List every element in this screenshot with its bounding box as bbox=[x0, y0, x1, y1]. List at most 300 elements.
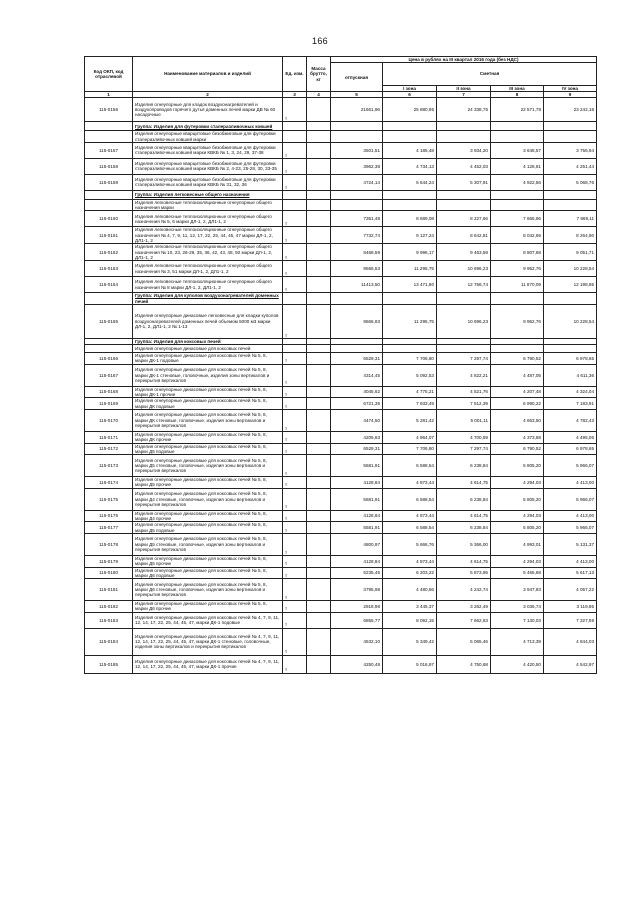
item-price-zone-4: 10 228,54 bbox=[544, 261, 597, 277]
item-unit: т bbox=[283, 211, 307, 227]
item-price-zone-2: 6 238,84 bbox=[437, 522, 491, 534]
item-code: 115-0166 bbox=[85, 353, 133, 365]
table-row bbox=[85, 522, 597, 534]
item-price-zone-1: 11 295,75 bbox=[383, 261, 437, 277]
item-code: 115-0168 bbox=[85, 386, 133, 398]
item-name: Изделия огнеупорные динасовые для коксовых печей № 4, 7, 9, 11, 12, 14, 17, 22, 25, 44, 45, 47, марки ДК-1 прочие bbox=[133, 655, 283, 673]
group-empty-cell bbox=[283, 293, 307, 305]
item-mass bbox=[307, 304, 331, 338]
item-code: 115-0163 bbox=[85, 261, 133, 277]
item-wholesale-price: 3962,38 bbox=[331, 158, 383, 174]
item-name: Изделия легковесные теплоизоляционные огнеупорные общего назначения марки bbox=[133, 199, 283, 211]
item-unit bbox=[283, 345, 307, 353]
item-name: Изделия огнеупорные динасовые для коксовых печей № 5, 8, марки ДК-1 стеновые, головочные, изделия зоны вертикалов и перекрытия вертикалов bbox=[133, 364, 283, 386]
item-name: Изделия огнеупорные динасовые для коксовых печей № 5, 8, марки Д5 подовые bbox=[133, 522, 283, 534]
item-name: Изделия огнеупорные динасовые для коксовых печей № 5, 8, марки Д5 стеновые, головочные, изделия зоны вертикалов и перекрытия вертикалов bbox=[133, 455, 283, 477]
group-empty-cell bbox=[331, 190, 383, 199]
header-wholesale: отпускная bbox=[331, 63, 383, 92]
item-name: Изделия огнеупорные динасовые для коксовых печей № 5, 8, марки Д6 подовые bbox=[133, 567, 283, 579]
item-price-zone-2 bbox=[437, 131, 491, 143]
item-name: Изделия огнеупорные динасовые для коксовых печей № 5, 8, марки Д6 стеновые, головочные, изделия зоны вертикалов и перекрытия вертикалов bbox=[133, 579, 283, 601]
item-mass bbox=[307, 98, 331, 122]
item-wholesale-price: 6855,77 bbox=[331, 612, 383, 628]
item-code bbox=[85, 199, 133, 211]
item-price-zone-1: 5 666,76 bbox=[383, 533, 437, 555]
group-empty-cell bbox=[437, 190, 491, 199]
item-wholesale-price: 4128,84 bbox=[331, 510, 383, 522]
item-code: 115-0182 bbox=[85, 601, 133, 613]
item-price-zone-4: 5 068,76 bbox=[544, 174, 597, 190]
item-unit: т bbox=[283, 443, 307, 455]
item-price-zone-3: 7 130,03 bbox=[491, 612, 544, 628]
table-row bbox=[85, 199, 597, 211]
item-price-zone-2: 4 614,75 bbox=[437, 555, 491, 567]
item-mass bbox=[307, 533, 331, 555]
item-price-zone-4: 5 131,37 bbox=[544, 533, 597, 555]
item-price-zone-4: 7 869,11 bbox=[544, 211, 597, 227]
item-price-zone-3 bbox=[491, 199, 544, 211]
table-row bbox=[85, 131, 597, 143]
item-price-zone-4: 4 251,44 bbox=[544, 158, 597, 174]
header-name: Наименование материалов и изделий bbox=[133, 57, 283, 92]
item-price-zone-4: 4 413,00 bbox=[544, 477, 597, 489]
table-row bbox=[85, 655, 597, 673]
item-mass bbox=[307, 431, 331, 443]
column-number: 6 bbox=[383, 92, 437, 98]
item-price-zone-1: 5 016,97 bbox=[383, 655, 437, 673]
item-code: 115-0156 bbox=[85, 98, 133, 122]
item-price-zone-1: 4 734,13 bbox=[383, 158, 437, 174]
item-wholesale-price: 8468,59 bbox=[331, 244, 383, 261]
item-unit: т bbox=[283, 353, 307, 365]
group-row bbox=[85, 293, 597, 305]
header-zone-3: III зона bbox=[491, 85, 544, 91]
item-mass bbox=[307, 628, 331, 655]
item-price-zone-3: 4 713,39 bbox=[491, 628, 544, 655]
group-empty-cell bbox=[283, 190, 307, 199]
item-wholesale-price: 5581,91 bbox=[331, 455, 383, 477]
item-unit: т bbox=[283, 142, 307, 158]
item-mass bbox=[307, 455, 331, 477]
item-price-zone-1: 6 203,22 bbox=[383, 567, 437, 579]
item-mass bbox=[307, 364, 331, 386]
item-price-zone-3: 5 805,20 bbox=[491, 522, 544, 534]
column-number: 5 bbox=[331, 92, 383, 98]
table-row bbox=[85, 304, 597, 338]
item-name: Изделия легковесные теплоизоляционные огнеупорные общего назначения № 10, 23, 26-29, 35, 36, 42, 43, 48, 50 марки ДЛ-1, 2, ДЛ1-1, 2 bbox=[133, 244, 283, 261]
item-mass bbox=[307, 386, 331, 398]
header-zone-2: II зона bbox=[437, 85, 491, 91]
page-number: 166 bbox=[312, 36, 328, 46]
column-number: 4 bbox=[307, 92, 331, 98]
item-price-zone-2: 6 238,84 bbox=[437, 455, 491, 477]
item-name: Изделия огнеупорные динасовые для коксовых печей № 5, 8, марки Д5 стеновые, головочные, изделия зоны вертикалов и перекрытия вертикалов bbox=[133, 533, 283, 555]
group-name-cell: Группа: Изделия легковесные общего назначения bbox=[133, 190, 283, 199]
item-price-zone-4: 8 264,90 bbox=[544, 227, 597, 244]
item-wholesale-price: 6529,31 bbox=[331, 443, 383, 455]
item-name: Изделия легковесные теплоизоляционные огнеупорные общего назначения № 5, 6 марки ДЛ-1, 2, ДЛ1-1, 2 bbox=[133, 211, 283, 227]
column-number: 3 bbox=[283, 92, 307, 98]
item-price-zone-2: 4 700,59 bbox=[437, 431, 491, 443]
item-price-zone-1: 7 706,80 bbox=[383, 443, 437, 455]
item-name: Изделия огнеупорные динасовые для коксовых печей № 5, 8, марки Д5 прочие bbox=[133, 555, 283, 567]
item-price-zone-1 bbox=[383, 345, 437, 353]
item-price-zone-1: 4 964,07 bbox=[383, 431, 437, 443]
item-unit: т bbox=[283, 555, 307, 567]
table-row bbox=[85, 142, 597, 158]
item-price-zone-2: 8 642,81 bbox=[437, 227, 491, 244]
item-name: Изделия огнеупорные кварцитовые безобжиговые для футеровки сталеразливочных ковшей марки bbox=[133, 131, 283, 143]
item-code: 115-0180 bbox=[85, 567, 133, 579]
group-empty-cell bbox=[491, 293, 544, 305]
group-code-cell bbox=[85, 122, 133, 131]
item-price-zone-1: 13 471,80 bbox=[383, 277, 437, 293]
table-row bbox=[85, 510, 597, 522]
item-name: Изделия огнеупорные динасовые для коксовых печей № 5, 8, марки Д4 стеновые, головочные, изделия зоны вертикалов и перекрытия вертикалов bbox=[133, 488, 283, 510]
item-mass bbox=[307, 277, 331, 293]
item-price-zone-3 bbox=[491, 345, 544, 353]
item-code: 115-0179 bbox=[85, 555, 133, 567]
item-code: 115-0161 bbox=[85, 227, 133, 244]
item-unit: т bbox=[283, 277, 307, 293]
item-wholesale-price: 11413,50 bbox=[331, 277, 383, 293]
item-wholesale-price: 6529,31 bbox=[331, 353, 383, 365]
item-mass bbox=[307, 199, 331, 211]
item-unit: т bbox=[283, 386, 307, 398]
item-name: Изделия огнеупорные кварцитовые безобжиговые для футеровки сталеразливочных ковшей марки КВКБ № 31, 32, 36 bbox=[133, 174, 283, 190]
item-price-zone-3: 6 990,22 bbox=[491, 398, 544, 410]
item-code: 115-0167 bbox=[85, 364, 133, 386]
item-price-zone-2: 5 001,11 bbox=[437, 409, 491, 431]
item-price-zone-4: 4 495,06 bbox=[544, 431, 597, 443]
table-row bbox=[85, 345, 597, 353]
item-price-zone-4: 4 413,00 bbox=[544, 555, 597, 567]
item-mass bbox=[307, 409, 331, 431]
header-mass: Масса брутто, кг bbox=[307, 57, 331, 92]
item-unit: т bbox=[283, 579, 307, 601]
item-price-zone-2: 24 338,75 bbox=[437, 98, 491, 122]
item-price-zone-3: 11 870,09 bbox=[491, 277, 544, 293]
item-price-zone-4: 3 119,85 bbox=[544, 601, 597, 613]
item-wholesale-price: 21661,96 bbox=[331, 98, 383, 122]
item-unit: т bbox=[283, 158, 307, 174]
item-code: 115-0165 bbox=[85, 304, 133, 338]
item-price-zone-4: 9 051,71 bbox=[544, 244, 597, 261]
item-code: 115-0176 bbox=[85, 510, 133, 522]
item-name: Изделия огнеупорные динасовые для коксовых печей № 5, 8, марки Д4 прочие bbox=[133, 510, 283, 522]
header-zone-1: I зона bbox=[383, 85, 437, 91]
table-row bbox=[85, 158, 597, 174]
group-row bbox=[85, 122, 597, 131]
item-code: 115-0158 bbox=[85, 158, 133, 174]
item-name: Изделия огнеупорные динасовые для коксовых печей № 5, 8, марки ДК-1 подовые bbox=[133, 353, 283, 365]
item-price-zone-2: 5 366,00 bbox=[437, 533, 491, 555]
item-mass bbox=[307, 398, 331, 410]
item-price-zone-2: 9 463,59 bbox=[437, 244, 491, 261]
item-wholesale-price: 2918,98 bbox=[331, 601, 383, 613]
item-wholesale-price: 4128,84 bbox=[331, 555, 383, 567]
item-code: 115-0162 bbox=[85, 244, 133, 261]
item-code: 115-0171 bbox=[85, 431, 133, 443]
item-price-zone-3: 4 373,88 bbox=[491, 431, 544, 443]
item-unit: т bbox=[283, 477, 307, 489]
item-code: 115-0173 bbox=[85, 455, 133, 477]
table-row bbox=[85, 555, 597, 567]
item-price-zone-1: 4 873,44 bbox=[383, 555, 437, 567]
header-price-group: Цена в рублях на III квартал 2016 года (без НДС) bbox=[331, 57, 597, 63]
item-price-zone-1: 4 873,44 bbox=[383, 510, 437, 522]
header-estimate: Сметная bbox=[383, 63, 597, 85]
item-name: Изделия огнеупорные динасовые легковесные для кладки куполов воздухонагревателей доменных печей объемом 5000 м3 марки ДЛ-1, 2, ДЛ1-1, 2 № 1-13 bbox=[133, 304, 283, 338]
item-mass bbox=[307, 353, 331, 365]
item-price-zone-3: 9 952,76 bbox=[491, 261, 544, 277]
item-price-zone-4: 4 057,22 bbox=[544, 579, 597, 601]
group-row bbox=[85, 190, 597, 199]
group-empty-cell bbox=[544, 122, 597, 131]
item-unit: т bbox=[283, 244, 307, 261]
table-row bbox=[85, 612, 597, 628]
item-price-zone-4: 4 611,36 bbox=[544, 364, 597, 386]
item-name: Изделия огнеупорные динасовые для коксовых печей № 4, 7, 9, 11, 12, 14, 17, 22, 25, 44, 45, 47, марки ДК-1 подовые bbox=[133, 612, 283, 628]
item-price-zone-2: 4 614,75 bbox=[437, 477, 491, 489]
price-table bbox=[84, 56, 597, 674]
item-price-zone-1: 4 185,48 bbox=[383, 142, 437, 158]
item-mass bbox=[307, 443, 331, 455]
item-price-zone-3: 4 420,50 bbox=[491, 655, 544, 673]
item-price-zone-3: 4 653,50 bbox=[491, 409, 544, 431]
table-row bbox=[85, 98, 597, 122]
table-row bbox=[85, 567, 597, 579]
group-empty-cell bbox=[437, 122, 491, 131]
group-name-cell: Группа: Изделия для коксовых печей bbox=[133, 338, 283, 344]
item-price-zone-4: 5 617,13 bbox=[544, 567, 597, 579]
item-price-zone-4 bbox=[544, 131, 597, 143]
item-mass bbox=[307, 567, 331, 579]
item-price-zone-4: 5 966,07 bbox=[544, 522, 597, 534]
item-price-zone-2: 7 512,39 bbox=[437, 398, 491, 410]
column-number: 1 bbox=[85, 92, 133, 98]
item-unit: т bbox=[283, 567, 307, 579]
item-code: 115-0157 bbox=[85, 142, 133, 158]
item-price-zone-3: 7 665,96 bbox=[491, 211, 544, 227]
item-price-zone-1: 11 295,75 bbox=[383, 304, 437, 338]
group-empty-cell bbox=[383, 122, 437, 131]
item-wholesale-price: 4314,45 bbox=[331, 364, 383, 386]
item-name: Изделия огнеупорные динасовые для коксовых печей № 5, 8, марки ДК-1 прочие bbox=[133, 386, 283, 398]
item-mass bbox=[307, 211, 331, 227]
item-code: 115-0174 bbox=[85, 477, 133, 489]
item-price-zone-2 bbox=[437, 199, 491, 211]
table-row bbox=[85, 174, 597, 190]
item-price-zone-4: 12 198,95 bbox=[544, 277, 597, 293]
group-name-cell: Группа: Изделия для куполов воздухонагревателей доменных печей bbox=[133, 293, 283, 305]
item-price-zone-2: 10 696,23 bbox=[437, 304, 491, 338]
item-price-zone-1: 3 445,37 bbox=[383, 601, 437, 613]
item-name: Изделия огнеупорные динасовые для коксовых печей bbox=[133, 345, 283, 353]
group-code-cell bbox=[85, 190, 133, 199]
item-mass bbox=[307, 579, 331, 601]
item-name: Изделия огнеупорные динасовые для коксовых печей № 5, 8, марки Д6 прочие bbox=[133, 601, 283, 613]
item-code: 115-0183 bbox=[85, 612, 133, 628]
item-mass bbox=[307, 522, 331, 534]
item-wholesale-price: 5581,91 bbox=[331, 488, 383, 510]
group-empty-cell bbox=[331, 293, 383, 305]
item-code: 115-0169 bbox=[85, 398, 133, 410]
group-empty-cell bbox=[383, 190, 437, 199]
item-unit: т bbox=[283, 628, 307, 655]
item-code: 115-0185 bbox=[85, 655, 133, 673]
item-mass bbox=[307, 244, 331, 261]
item-price-zone-3: 6 790,52 bbox=[491, 353, 544, 365]
item-price-zone-4: 10 228,54 bbox=[544, 304, 597, 338]
item-code: 115-0159 bbox=[85, 174, 133, 190]
item-unit: т bbox=[283, 510, 307, 522]
item-wholesale-price: 3795,98 bbox=[331, 579, 383, 601]
column-number: 7 bbox=[437, 92, 491, 98]
group-empty-cell bbox=[437, 293, 491, 305]
item-mass bbox=[307, 174, 331, 190]
item-name: Изделия огнеупорные динасовые для коксовых печей № 4, 7, 9, 11, 12, 14, 17, 22, 25, 44, 45, 47, марки ДК-1 стеновые, головочные, изделия зоны вертикалов и перекрытия вертикалов bbox=[133, 628, 283, 655]
item-price-zone-4: 6 978,65 bbox=[544, 353, 597, 365]
table-row bbox=[85, 227, 597, 244]
item-price-zone-4: 4 782,43 bbox=[544, 409, 597, 431]
item-name: Изделия огнеупорные кварцитовые безобжиговые для футеровки сталеразливочных ковшей марки КВКБ № 2, 4-23, 25-28, 30, 33-35 bbox=[133, 158, 283, 174]
item-unit: т bbox=[283, 488, 307, 510]
header-zone-4: IV зона bbox=[544, 85, 597, 91]
item-price-zone-3: 3 035,74 bbox=[491, 601, 544, 613]
item-wholesale-price: 4474,50 bbox=[331, 409, 383, 431]
group-empty-cell bbox=[307, 190, 331, 199]
item-price-zone-3: 4 922,56 bbox=[491, 174, 544, 190]
item-price-zone-4: 5 966,07 bbox=[544, 488, 597, 510]
item-name: Изделия огнеупорные динасовые для коксовых печей № 5, 8, марки ДК подовые bbox=[133, 398, 283, 410]
column-number: 9 bbox=[544, 92, 597, 98]
item-unit: т bbox=[283, 227, 307, 244]
item-price-zone-2: 4 521,76 bbox=[437, 386, 491, 398]
table-row bbox=[85, 386, 597, 398]
item-price-zone-1: 7 933,49 bbox=[383, 398, 437, 410]
item-price-zone-2: 3 262,49 bbox=[437, 601, 491, 613]
table-row bbox=[85, 353, 597, 365]
item-code: 115-0164 bbox=[85, 277, 133, 293]
header-unit: Ед. изм. bbox=[283, 57, 307, 92]
item-price-zone-3: 4 294,03 bbox=[491, 555, 544, 567]
item-price-zone-2: 5 873,95 bbox=[437, 567, 491, 579]
item-price-zone-3: 8 807,68 bbox=[491, 244, 544, 261]
item-price-zone-3: 8 042,69 bbox=[491, 227, 544, 244]
table-row bbox=[85, 455, 597, 477]
item-mass bbox=[307, 555, 331, 567]
item-price-zone-1: 25 880,95 bbox=[383, 98, 437, 122]
item-price-zone-3: 5 805,20 bbox=[491, 455, 544, 477]
item-price-zone-2: 4 242,74 bbox=[437, 579, 491, 601]
item-wholesale-price: 7361,48 bbox=[331, 211, 383, 227]
item-mass bbox=[307, 261, 331, 277]
item-wholesale-price: 7732,74 bbox=[331, 227, 383, 244]
table-row bbox=[85, 628, 597, 655]
item-wholesale-price bbox=[331, 131, 383, 143]
item-price-zone-4: 7 327,59 bbox=[544, 612, 597, 628]
item-price-zone-3: 4 294,03 bbox=[491, 510, 544, 522]
item-name: Изделия легковесные теплоизоляционные огнеупорные общего назначения № 3, 51 марки ДЛ-1, 2, ДЛ1-1, 2 bbox=[133, 261, 283, 277]
item-wholesale-price: 4205,63 bbox=[331, 431, 383, 443]
item-wholesale-price: 3501,51 bbox=[331, 142, 383, 158]
item-mass bbox=[307, 488, 331, 510]
item-price-zone-1: 8 689,08 bbox=[383, 211, 437, 227]
table-row bbox=[85, 533, 597, 555]
item-mass bbox=[307, 601, 331, 613]
item-price-zone-4: 7 183,91 bbox=[544, 398, 597, 410]
item-unit: т bbox=[283, 601, 307, 613]
item-price-zone-4 bbox=[544, 345, 597, 353]
item-price-zone-3: 3 947,83 bbox=[491, 579, 544, 601]
item-wholesale-price: 4724,14 bbox=[331, 174, 383, 190]
item-price-zone-3: 4 207,48 bbox=[491, 386, 544, 398]
item-code: 115-0160 bbox=[85, 211, 133, 227]
group-empty-cell bbox=[491, 190, 544, 199]
group-empty-cell bbox=[491, 122, 544, 131]
item-price-zone-3: 9 952,76 bbox=[491, 304, 544, 338]
item-unit: т bbox=[283, 533, 307, 555]
item-price-zone-2: 4 452,03 bbox=[437, 158, 491, 174]
item-price-zone-3: 4 993,01 bbox=[491, 533, 544, 555]
group-empty-cell bbox=[544, 190, 597, 199]
item-price-zone-1: 5 349,42 bbox=[383, 628, 437, 655]
item-price-zone-2: 5 307,91 bbox=[437, 174, 491, 190]
table-row bbox=[85, 398, 597, 410]
item-mass bbox=[307, 131, 331, 143]
item-price-zone-2: 12 758,74 bbox=[437, 277, 491, 293]
item-unit: т bbox=[283, 655, 307, 673]
item-name: Изделия огнеупорные для кладок воздухонагревателей и воздухопроводов горячего дутья доменных печей марки ДВ № 60 насадочные bbox=[133, 98, 283, 122]
item-code: 115-0172 bbox=[85, 443, 133, 455]
table-row bbox=[85, 601, 597, 613]
group-empty-cell bbox=[544, 293, 597, 305]
item-price-zone-1: 4 775,21 bbox=[383, 386, 437, 398]
group-empty-cell bbox=[283, 122, 307, 131]
item-price-zone-4: 4 844,03 bbox=[544, 628, 597, 655]
item-mass bbox=[307, 510, 331, 522]
item-unit: т bbox=[283, 409, 307, 431]
item-name: Изделия легковесные теплоизоляционные огнеупорные общего назначения № 4, 7, 9, 11, 12, 17, 22, 25, 44, 45, 47 марки ДЛ-1, 2, ДЛ1-1, 2 bbox=[133, 227, 283, 244]
item-price-zone-2: 4 822,21 bbox=[437, 364, 491, 386]
item-price-zone-4: 3 756,94 bbox=[544, 142, 597, 158]
item-price-zone-2: 7 297,74 bbox=[437, 353, 491, 365]
item-wholesale-price: 9566,53 bbox=[331, 261, 383, 277]
item-price-zone-3: 3 648,57 bbox=[491, 142, 544, 158]
item-code: 115-0184 bbox=[85, 628, 133, 655]
item-price-zone-1 bbox=[383, 199, 437, 211]
item-wholesale-price: 9566,93 bbox=[331, 304, 383, 338]
item-price-zone-2: 7 662,63 bbox=[437, 612, 491, 628]
group-empty-cell bbox=[383, 293, 437, 305]
item-price-zone-3 bbox=[491, 131, 544, 143]
item-price-zone-1: 6 588,54 bbox=[383, 488, 437, 510]
item-price-zone-1: 5 644,24 bbox=[383, 174, 437, 190]
item-name: Изделия огнеупорные динасовые для коксовых печей № 5, 8, марки Д5 подовые bbox=[133, 443, 283, 455]
table-row bbox=[85, 409, 597, 431]
table-row bbox=[85, 211, 597, 227]
table-row bbox=[85, 443, 597, 455]
item-price-zone-4: 4 542,97 bbox=[544, 655, 597, 673]
item-price-zone-3: 5 805,20 bbox=[491, 488, 544, 510]
item-price-zone-2: 4 614,75 bbox=[437, 510, 491, 522]
item-price-zone-1: 8 092,15 bbox=[383, 612, 437, 628]
group-empty-cell bbox=[307, 293, 331, 305]
item-code: 115-0170 bbox=[85, 409, 133, 431]
item-price-zone-1: 6 588,54 bbox=[383, 455, 437, 477]
item-wholesale-price: 6721,35 bbox=[331, 398, 383, 410]
